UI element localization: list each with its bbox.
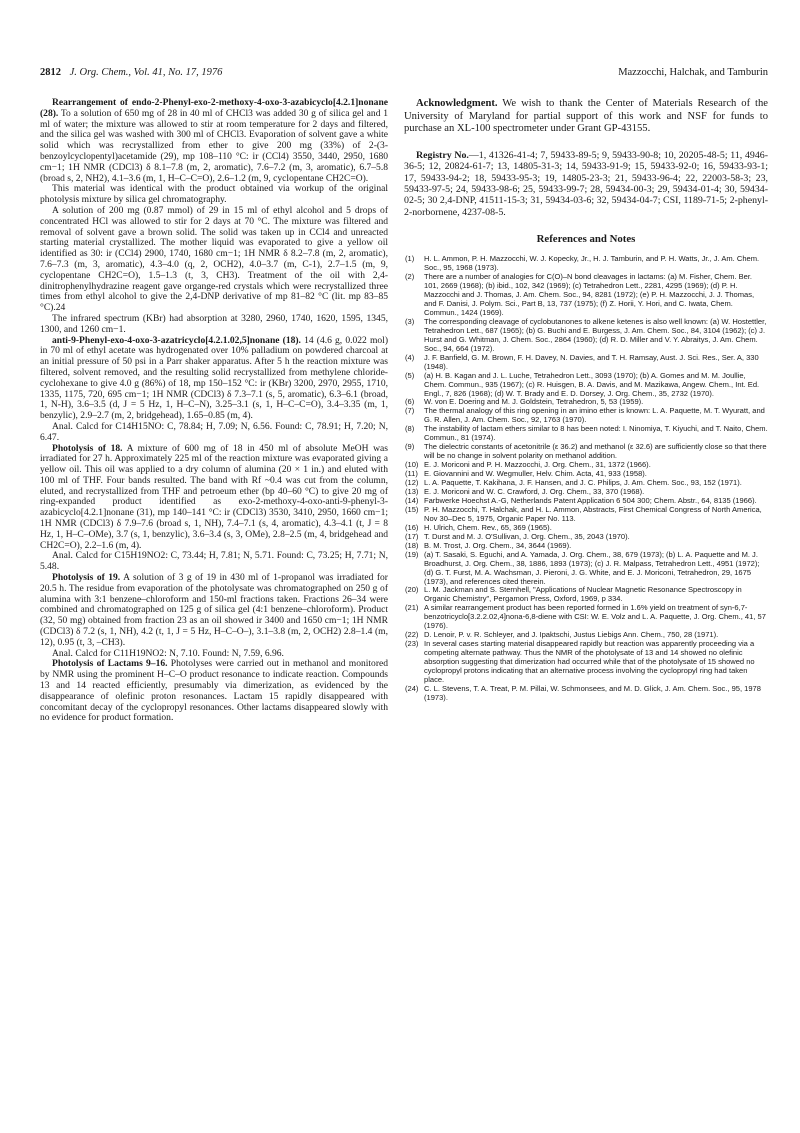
paragraph-text: A solution of 200 mg (0.87 mmol) of 29 in 15 ml of ethyl alcohol and 5 drops of concentrated HCl was allowed to stir for 2 days at 70 °C. The mixture was filtered and removal of solvent gave a brown solid. The solid was taken up in CCl4 and unreacted starting material crystallized. The mother liquid was evaporated to give a yellow oil identified as 30: ir (CCl4) 2900, 1740, 1680 cm−1; 1H NMR δ 8.2–7.8 (m, 2, aromatic), 7.6–7.3 (m, 3, aromatic), 4.3–4.0 (q, 2, OCH2), 4.0–3.7 (m, C-1), 2.7–1.5 (m, 9, cyclopentane CH2C=O), 1.5–1.3 (t, 3, CH3). Treatment of the oil with 2,4-dinitrophenylhydrazine reagent gave organge-red crystals which were recrystallized three times from ethyl alcohol to give the 2,4-DNP derivative of mp 81–82 °C (lit. mp 83–85 °C).24 [40,204,388,314]
reference-number: (2) [405,272,415,282]
reference-item [404,255,768,273]
paragraph-compound-18 [40,336,388,422]
reference-text: The thermal analogy of this ring opening in an imino ether is known: L. A. Paquette, M. T. Wyuratt, and G. R. Allen, J. Am. Chem. Soc., 92, 1763 (1970). [424,406,765,425]
reference-text: In several cases starting material disappeared rapidly but reaction was apparently proceeding via a competing alternate pathway. Thus the NMR of the photolysate of 13 and 14 showed no olefinic absorption suggesting that dimerization had occurred while that of the photolysate of 15 showed no cyclopropyl protons indicating that an alternative process involving the cyclopropyl ring had taken place. [424,639,755,685]
paragraph-text: A solution of 3 g of 19 in 430 ml of 1-propanol was irradiated for 20.5 h. The residue from evaporation of the photolysate was chromatographed on 250 g of alumina with 3:1 benzene–chloroform and 150-ml fractions taken. Fractions 26–34 were combined and chromatographed on 125 g of silica gel (4:1 benzene–chloroform). Product (32, 50 mg) obtained from fraction 23 as an oil showed ir 3400 and 1650 cm−1; 1H NMR (CDCl3) δ 7.2 (s, 1, NH), 4.2 (t, 1, J = 5 Hz, H–C–O–), 3.1–3.8 (m, 2, OCH2) 2.8–1.4 (m, 12), 0.95 (t, 3, –CH3). [40,572,388,648]
paragraph-text: To a solution of 650 mg of 28 in 40 ml of CHCl3 was added 30 g of silica gel and 1 ml of water; the mixture was allowed to stir at room temperature for 2 days and filtered, and the silica gel was washed with 300 ml of CHCl3. Evaporation of solvent gave a white solid which was recrystallized from ether to give 200 mg (33%) of 2-(3-benzoylcyclopentyl)acetamide (29), mp 108–110 °C: ir (CCl4) 3550, 3440, 2950, 1680 cm−1; 1H NMR (CDCl3) δ 8.1–7.8 (m, 2, aromatic), 7.6–7.2 (m, 3, aromatic), 6.7–5.8 (broad s, 2, NH2), 4.1–3.6 (m, 1, H–C–C=O), 2.6–1.2 (m, 9, cyclopentane CH2C=O). [40,107,388,184]
reference-text: E. Giovannini and W. Wegmuller, Helv. Chim. Acta, 41, 933 (1958). [424,469,647,479]
reference-text: The dielectric constants of acetonitrile (ε 36.2) and methanol (ε 32.6) are sufficiently close so that there will be no change in solvent polarity on methanol addition. [424,442,767,461]
paragraph-text: Anal. Calcd for C14H15NO: C, 78.84; H, 7.09; N, 6.56. Found: C, 78.91; H, 7.20; N, 6.47. [40,420,388,443]
reference-number: (24) [405,683,419,693]
section-heading: Photolysis of 19. [52,572,121,584]
journal-citation: J. Org. Chem., Vol. 41, No. 17, 1976 [69,67,223,78]
reference-number: (23) [405,639,419,649]
reference-text: W. von E. Doering and M. J. Goldstein, Tetrahedron, 5, 53 (1959). [424,397,644,407]
paragraph-text: Anal. Calcd for C11H19NO2: N, 7.10. Found: N, 7.59, 6.96. [52,647,284,659]
paragraph-text: A mixture of 600 mg of 18 in 450 ml of absolute MeOH was irradiated for 27 h. Approximately 225 ml of the reaction mixture was evaporated giving a yellow oil. This oil was applied to a dry column of alumina (20 × 1 in.) and eluted with 100 ml of THF. Four bands resulted. The band with Rf ~0.4 was cut from the column, eluted, and recrystallized from THF and petroeum ether (bp 40–60 °C) to give 20 mg of ring-expanded product identified as exo-2-methoxy-4-oxo-anti-9-phenyl-3-azabicyclo[4.2.1]nonane (31), mp 140–141 °C: ir (CDCl3) 3530, 3410, 2950, 1660 cm−1; 1H NMR (CDCl3) δ 7.9–7.6 (broad s, 1, NH), 7.4–7.1 (s, 4, aromatic), 4.3–4.1 (t, J = 8 Hz, 1, H–C–OMe), 3.7 (s, 1, benzylic), 3.6–3.4 (s, 3, OMe), 2.8–2.5 (m, 4, bridgehead and CH2C=O), 2.2–1.6 (m, 4). [40,442,388,551]
paragraph-photolysis-18 [40,444,388,552]
registry-heading: Registry No. [416,149,469,161]
reference-number: (4) [405,352,415,362]
reference-item [404,551,768,587]
registry-numbers [404,150,768,218]
reference-text: Farbwerke Hoechst A.-G, Netherlands Patent Application 6 504 300; Chem. Abstr., 64, 8135 (1966). [424,495,757,505]
reference-text: J. F. Banfield, G. M. Brown, F. H. Davey, N. Davies, and T. H. Ramsay, Aust. J. Sci. Res., Ser. A, 330 (1948). [424,352,759,371]
page-number: 2812 [40,67,61,78]
reference-text: C. L. Stevens, T. A. Treat, P. M. Pillai, W. Schmonsees, and M. D. Glick, J. Am. Chem. Soc., 95, 1978 (1973). [424,683,761,702]
reference-number: (11) [405,469,418,479]
paragraph-hydrolysis-29 [40,206,388,314]
paragraph-photolysis-lactams [40,659,388,724]
reference-item [404,685,768,703]
reference-text: E. J. Moriconi and P. H. Mazzocchi, J. Org. Chem., 31, 1372 (1966). [424,460,651,470]
reference-item [404,273,768,318]
reference-number: (20) [405,585,419,595]
right-column [404,98,768,703]
reference-number: (22) [405,630,419,640]
reference-item [404,443,768,461]
registry-text: —1, 41326-41-4; 7, 59433-89-5; 9, 59433-90-8; 10, 20205-48-5; 11, 4946-36-5; 12, 20824-61-7; 13, 14805-31-3; 14, 59433-91-9; 15, 59433-92-0; 16, 59433-93-1; 17, 59433-94-2; 18, 59433-95-3; 19, 14805-23-3; 21, 59433-96-4; 22, 22003-58-3; 23, 59433-97-5; 24, 59433-98-6; 25, 59433-99-7; 28, 59434-00-3; 29, 59434-01-4; 30, 59434-02-5; 30 2,4-DNP, 41511-15-3; 31, 59434-03-6; 32, 59434-04-7; CSI, 1189-71-5; 2-phenyl-2-norbornene, 4237-08-5. [404,149,768,218]
reference-text: L. M. Jackman and S. Sternhell, "Applications of Nuclear Magnetic Resonance Spectroscopy in Organic Chemistry", Pergamon Press, Oxford, 1969, p 334. [424,585,742,604]
reference-number: (15) [405,504,419,514]
reference-number: (17) [405,531,419,541]
reference-item [404,407,768,425]
running-header [40,66,768,80]
reference-text: D. Lenoir, P. v. R. Schleyer, and J. Ipaktschi, Justus Liebigs Ann. Chem., 750, 28 (1971). [424,630,719,640]
references-list [404,255,768,703]
paragraph-text: This material was identical with the product obtained via workup of the original photolysis mixture by silica gel chromatography. [40,183,388,206]
reference-number: (21) [405,603,419,613]
paragraph-analysis-31 [40,551,388,573]
reference-text: P. H. Mazzocchi, T. Halchak, and H. L. Ammon, Abstracts, First Chemical Congress of North America, Nov 30–Dec 5, 1975, Organic Paper No. 113. [424,504,762,523]
section-heading: Photolysis of Lactams 9–16. [52,658,168,670]
section-heading: anti-9-Phenyl-exo-4-oxo-3-azatricyclo[4.2.1.02,5]nonane (18). [52,334,301,346]
reference-number: (1) [405,254,415,264]
reference-text: The corresponding cleavage of cyclobutanones to alkene ketenes is also well known: (a) W. Hostettler, Tetrahedron Lett., 687 (1965); (b) G. Buchi and E. Burgess, J. Am. Chem. Soc., 84, 3104 (1962); (c) J. Hurst and G. Whitman, J. Chem. Soc., 2864 (1960); (d) R. D. Miller and V. Y. Abraitys, J. Am. Chem. Soc., 94, 664 (1972). [424,316,767,353]
paragraph-identity-note [40,184,388,206]
reference-number: (12) [405,478,419,488]
reference-number: (14) [405,495,419,505]
reference-text: L. A. Paquette, T. Kakihana, J. F. Hansen, and J. C. Philips, J. Am. Chem. Soc., 93, 152 (1971). [424,478,742,488]
section-heading: Photolysis of 18. [52,442,123,454]
reference-text: (a) H. B. Kagan and J. L. Luche, Tetrahedron Lett., 3093 (1970); (b) A. Gomes and M. M. Joullie, Chem. Commun., 935 (1967); (c) R. Huisgen, B. A. Davis, and M. Mazikawa, Angew. Chem., Int. Ed. Engl., 7, 826 (1968); (d) W. T. Brady and E. D. Dorsey, J. Org. Chem., 35, 2732 (1970). [424,370,760,398]
reference-text: H. Ulrich, Chem. Rev., 65, 369 (1965). [424,522,552,532]
reference-item [404,506,768,524]
reference-item [404,354,768,372]
paragraph-text: Anal. Calcd for C15H19NO2: C, 73.44; H, 7.81; N, 5.71. Found: C, 73.25; H, 7.71; N, 5.48. [40,550,388,573]
reference-number: (6) [405,397,415,407]
reference-number: (8) [405,424,415,434]
reference-item [404,640,768,685]
reference-item [404,318,768,354]
reference-number: (16) [405,522,419,532]
paragraph-rearrangement-28 [40,98,388,184]
reference-text: A similar rearrangement product has been reported formed in 1.6% yield on treatment of syn-6,7-benzotricyclo[3.2.2.02,4]nona-6,8-diene with CSI: W. E. Volz and L. A. Paquette, J. Org. Chem., 41, 57 (1976). [424,603,766,631]
reference-text: The instability of lactam ethers similar to 8 has been noted: I. Ninomiya, T. Kiyuchi, and T. Naito, Chem. Commun., 81 (1974). [424,424,768,443]
paragraph-photolysis-19 [40,573,388,649]
reference-number: (13) [405,487,419,496]
running-authors: Mazzocchi, Halchak, and Tamburin [618,67,768,78]
reference-item [404,604,768,631]
reference-number: (5) [405,370,415,380]
references-heading: References and Notes [536,233,636,246]
reference-text: H. L. Ammon, P. H. Mazzocchi, W. J. Kopecky, Jr., H. J. Tamburin, and P. H. Watts, Jr., J. Am. Chem. Soc., 95, 1968 (1973). [424,254,760,273]
reference-item [404,425,768,443]
reference-number: (3) [405,316,415,326]
paragraph-ir-spectrum [40,314,388,336]
reference-text: E. J. Moriconi and W. C. Crawford, J. Org. Chem., 33, 370 (1968). [424,487,645,496]
reference-text: B. M. Trost, J. Org. Chem., 34, 3644 (1969). [424,540,572,550]
reference-number: (9) [405,442,415,452]
reference-text: T. Durst and M. J. O'Sullivan, J. Org. Chem., 35, 2043 (1970). [424,531,630,541]
left-column [40,98,388,724]
acknowledgment [404,98,768,136]
paragraph-analysis-18 [40,422,388,444]
acknowledgment-text: We wish to thank the Center of Materials Research of the University of Maryland for partial support of this work and NSF for funds to purchase an XL-100 spectrometer under Grant GP-43155. [404,98,768,135]
section-heading: Rearrangement of endo-2-Phenyl-exo-2-methoxy-4-oxo-3-azabicyclo[4.2.1]nonane (28). [40,97,388,119]
reference-text: There are a number of analogies for C(O)–N bond cleavages in lactams: (a) M. Fisher, Chem. Ber. 101, 2669 (1968); (b) ibid., 102, 342 (1969); (c) Tetrahedron Lett., 2281, 4295 (1969); (d) P. H. Mazzocchi and J. Thomas, J. Am. Chem. Soc., 94, 8281 (1972); (e) P. H. Mazzocchi, J. J. Thomas, and F. Danisi, J. Polym. Sci., Part B, 13, 737 (1975); (f) Z. Horii, Y. Hori, and C. Iwata, Chem. Commun., 1424 (1969). [424,272,755,317]
reference-number: (10) [405,460,419,470]
paragraph-text: The infrared spectrum (KBr) had absorption at 3280, 2960, 1740, 1620, 1595, 1345, 1300, and 1260 cm−1. [40,312,388,335]
reference-item [404,586,768,604]
reference-number: (19) [405,549,419,559]
reference-number: (7) [405,406,415,416]
reference-number: (18) [405,540,419,550]
paragraph-text: Photolyses were carried out in methanol and monitored by NMR using the prominent H–C–O product resonance to indicate reaction. Compounds 13 and 14 reacted efficiently, presumably via dimerization, as evidenced by the disappearance of olefinic proton resonances. Lactam 15 rapidly disappeared with concomitant decay of the cyclopropyl resonances. Other lactams disappeared slowly with no evidence for product formation. [40,658,389,724]
reference-text: (a) T. Sasaki, S. Eguchi, and A. Yamada, J. Org. Chem., 38, 679 (1973); (b) L. A. Paquette and M. J. Broadhurst, J. Org. Chem., 38, 1886, 1893 (1973); (c) J. R. Malpass, Tetrahedron Lett., 4951 (1972); (d) G. T. Furst, M. A. Wachsman, J. Pieroni, J. G. White, and E. J. Moriconi, Tetrahedron, 29, 1675 (1973), and references cited therein. [424,549,760,586]
reference-item [404,372,768,399]
paragraph-text: 14 (4.6 g, 0.022 mol) in 70 ml of ethyl acetate was hydrogenated over 10% palladium on powdered charcoal at an initial pressure of 50 psi in a Parr shaker apparatus. After 5 h the reaction mixture was filtered, solvent removed, and the resulting solid recrystallized from methylene chloride-cyclohexane to give 4.0 g (86%) of 18, mp 150–152 °C: ir (KBr) 3200, 2970, 2955, 1710, 1335, 1175, 720, 695 cm−1; 1H NMR (CDCl3) δ 7.3–7.1 (s, 5, aromatic), 6.3–6.1 (broad, 1, N-H), 3.6–3.5 (d, J = 5 Hz, 1, H–C–N), 3.25–3.1 (s, 1, H–C–C=O), 3.4–3.35 (m, 1, benzylic), 2.9–2.7 (m, 2, bridgehead), 1.65–0.85 (m, 4). [40,334,388,422]
acknowledgment-heading: Acknowledgment. [416,98,498,109]
